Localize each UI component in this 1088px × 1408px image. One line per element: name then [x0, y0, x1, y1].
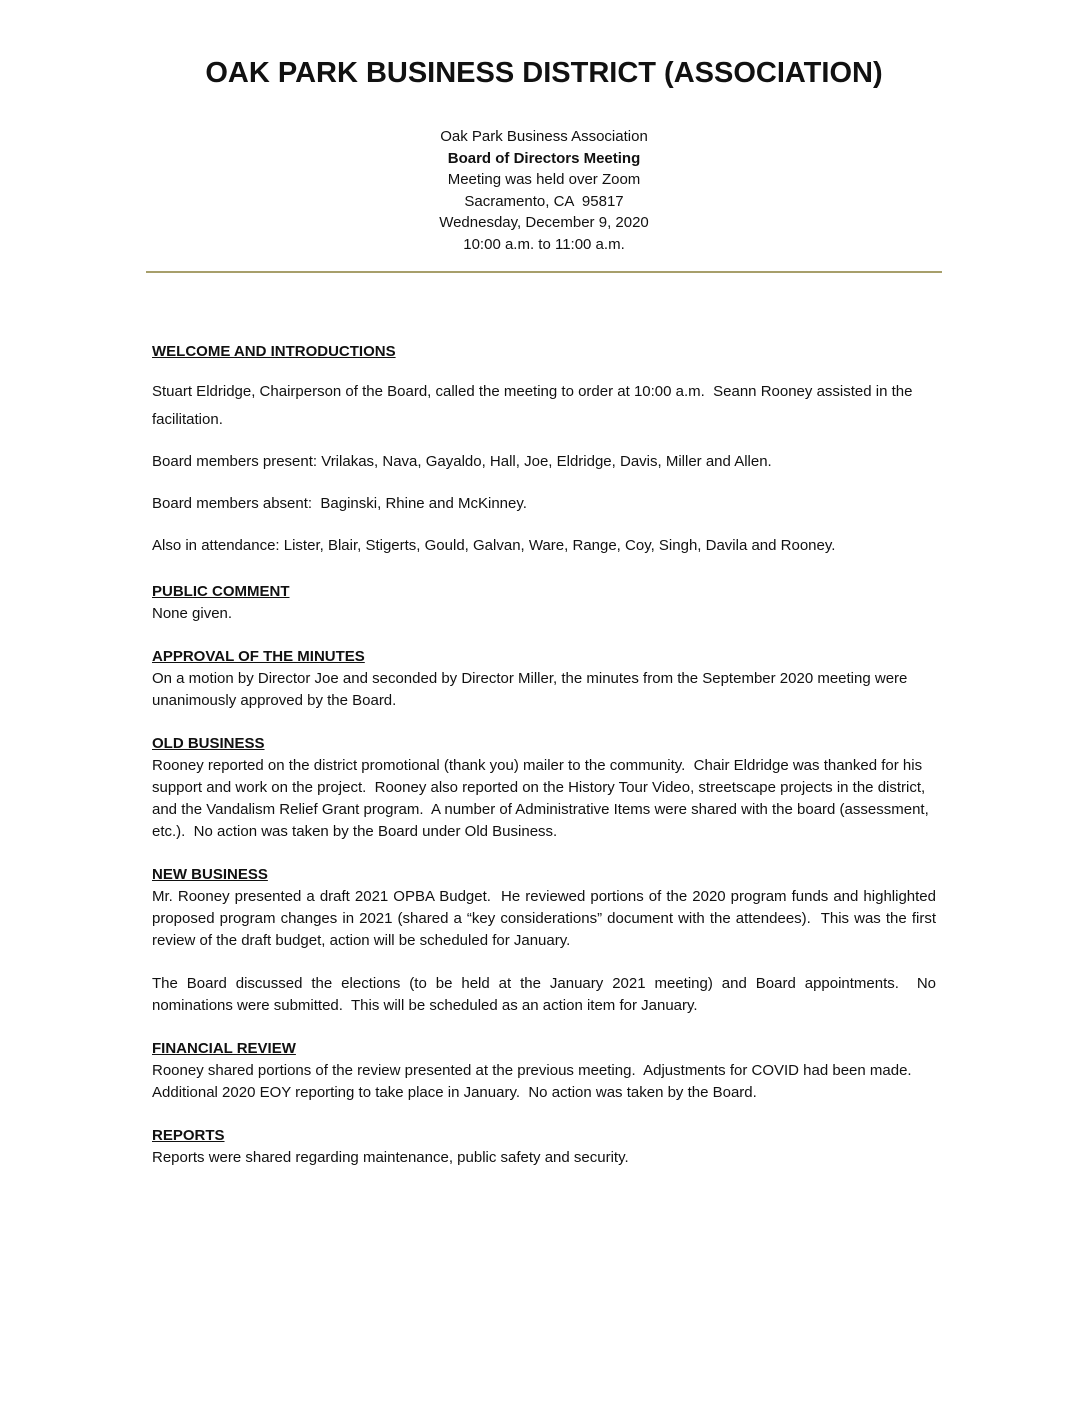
section-financial-review — [152, 1038, 936, 1104]
paragraph: Mr. Rooney presented a draft 2021 OPBA Budget. He reviewed portions of the 2020 program funds and highlighted proposed program changes in 2021 (shared a “key considerations” document with the attendees). This was the first review of the draft budget, action will be scheduled for January. — [152, 888, 941, 949]
section-heading: NEW BUSINESS — [152, 866, 268, 883]
meta-meeting-name: Board of Directors Meeting — [447, 149, 641, 167]
paragraph: The Board discussed the elections (to be held at the January 2021 meeting) and Board appointments. No nominations were submitted. This will be scheduled as an action item for January. — [152, 975, 941, 1014]
paragraph: Reports were shared regarding maintenance, public safety and security. — [152, 1149, 629, 1166]
header-divider-rule — [146, 271, 942, 273]
paragraph: Stuart Eldridge, Chairperson of the Board, called the meeting to order at 10:00 a.m. Seann Rooney assisted in the facilitation. — [152, 383, 917, 428]
section-approval-of-the-minutes — [152, 646, 936, 712]
section-heading: PUBLIC COMMENT — [152, 583, 290, 600]
meta-time: 10:00 a.m. to 11:00 a.m. — [463, 235, 625, 253]
meta-location: Sacramento, CA 95817 — [464, 192, 624, 210]
section-reports — [152, 1125, 936, 1169]
paragraph: On a motion by Director Joe and seconded by Director Miller, the minutes from the September 2020 meeting were unanimously approved by the Board. — [152, 670, 912, 709]
section-heading: OLD BUSINESS — [152, 735, 265, 752]
section-heading: REPORTS — [152, 1127, 225, 1144]
section-welcome-and-introductions — [152, 341, 936, 560]
meta-meeting-medium: Meeting was held over Zoom — [447, 171, 641, 188]
paragraph: Rooney shared portions of the review presented at the previous meeting. Adjustments for COVID had been made. Additional 2020 EOY reporting to take place in January. No action was taken by the Board. — [152, 1062, 920, 1101]
meta-organization: Oak Park Business Association — [440, 128, 648, 145]
section-heading: WELCOME AND INTRODUCTIONS — [152, 343, 396, 360]
document-body — [152, 0, 941, 1169]
paragraph: Board members present: Vrilakas, Nava, Gayaldo, Hall, Joe, Eldridge, Davis, Miller and Allen. — [152, 453, 772, 470]
document-title: OAK PARK BUSINESS DISTRICT (ASSOCIATION) — [205, 57, 883, 89]
paragraph: Rooney reported on the district promotional (thank you) mailer to the community. Chair Eldridge was thanked for his support and work on the project. Rooney also reported on the History Tour Video, streetscape projects in the district, and the Vandalism Relief Grant program. A number of Administrative Items were shared with the board (assessment, etc.). No action was taken by the Board under Old Business. — [152, 757, 933, 840]
paragraph: Board members absent: Baginski, Rhine and McKinney. — [152, 495, 527, 512]
minutes-content — [152, 341, 941, 1169]
paragraph: Also in attendance: Lister, Blair, Stigerts, Gould, Galvan, Ware, Range, Coy, Singh, Davila and Rooney. — [152, 537, 836, 554]
section-old-business — [152, 733, 936, 843]
meeting-meta-block — [152, 126, 936, 255]
meta-date: Wednesday, December 9, 2020 — [439, 214, 649, 231]
section-heading: FINANCIAL REVIEW — [152, 1040, 296, 1057]
paragraph: None given. — [152, 605, 233, 622]
section-heading: APPROVAL OF THE MINUTES — [152, 648, 365, 665]
section-public-comment — [152, 581, 936, 625]
section-new-business — [152, 864, 941, 1017]
